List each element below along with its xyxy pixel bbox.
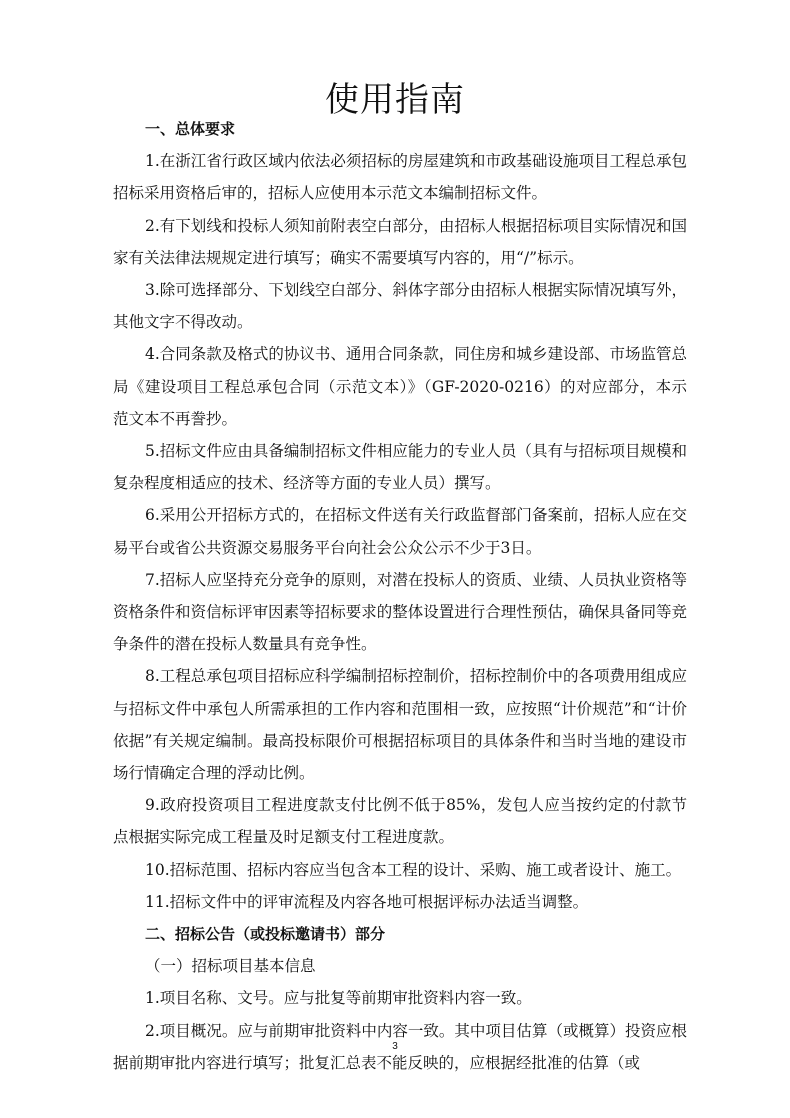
paragraph: 1.项目名称、文号。应与批复等前期审批资料内容一致。 xyxy=(145,989,532,1008)
paragraph: 2.项目概况。应与前期审批资料中内容一致。其中项目估算（或概算）投资应根据前期审批内容进行填写；批复汇总表不能反映的，应根据经批准的估算（或 xyxy=(113,1021,687,1072)
subsection-heading: （一）招标项目基本信息 xyxy=(145,957,316,976)
document-body xyxy=(113,113,687,1079)
section-heading: 二、招标公告（或投标邀请书）部分 xyxy=(145,925,386,944)
paragraph: 6.采用公开招标方式的，在招标文件送有关行政监督部门备案前，招标人应在交易平台或省公共资源交易服务平台向社会公众公示不少于3日。 xyxy=(113,506,687,557)
paragraph: 9.政府投资项目工程进度款支付比例不低于85%，发包人应当按约定的付款节点根据实际完成工程量及时足额支付工程进度款。 xyxy=(113,796,687,847)
paragraph: 2.有下划线和投标人须知前附表空白部分，由招标人根据招标项目实际情况和国家有关法律法规规定进行填写；确实不需要填写内容的，用“/”标示。 xyxy=(113,216,687,267)
section-heading: 一、总体要求 xyxy=(145,120,236,138)
paragraph: 1.在浙江省行政区域内依法必须招标的房屋建筑和市政基础设施项目工程总承包招标采用资格后审的，招标人应使用本示范文本编制招标文件。 xyxy=(113,152,687,203)
paragraph: 7.招标人应坚持充分竞争的原则，对潜在投标人的资质、业绩、人员执业资格等资格条件和资信标评审因素等招标要求的整体设置进行合理性预估，确保具备同等竞争条件的潜在投标人数量具有竞争性。 xyxy=(113,570,687,654)
paragraph: 8.工程总承包项目招标应科学编制招标控制价，招标控制价中的各项费用组成应与招标文件中承包人所需承担的工作内容和范围相一致，应按照“计价规范”和“计价依据”有关规定编制。最高投标限价可根据招标项目的具体条件和当时当地的建设市场行情确定合理的浮动比例。 xyxy=(113,667,687,783)
paragraph: 10.招标范围、招标内容应当包含本工程的设计、采购、施工或者设计、施工。 xyxy=(145,860,682,879)
paragraph: 3.除可选择部分、下划线空白部分、斜体字部分由招标人根据实际情况填写外，其他文字不得改动。 xyxy=(113,281,687,332)
page-title: 使用指南 xyxy=(325,80,465,120)
paragraph: 5.招标文件应由具备编制招标文件相应能力的专业人员（具有与招标项目规模和复杂程度相适应的技术、经济等方面的专业人员）撰写。 xyxy=(113,442,687,493)
paragraph: 4.合同条款及格式的协议书、通用合同条款，同住房和城乡建设部、市场监管总局《建设项目工程总承包合同（示范文本）》（GF-2020-0216）的对应部分，本示范文本不再誊抄。 xyxy=(113,345,687,428)
paragraph: 11.招标文件中的评审流程及内容各地可根据评标办法适当调整。 xyxy=(145,892,589,911)
page-number: 3 xyxy=(392,1041,398,1052)
